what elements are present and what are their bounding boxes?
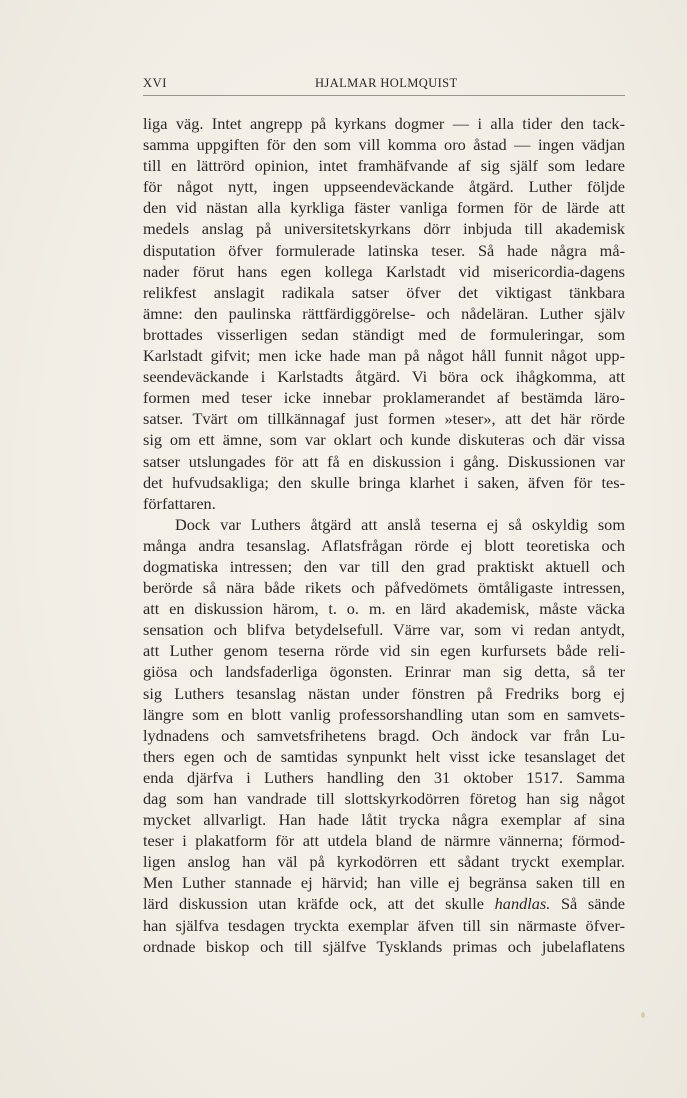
text-line: dogmatiska intressen; den var till den grad praktiskt aktuell och bbox=[143, 556, 625, 576]
line-segment: lärd diskussion utan kräfde ock, att det skulle bbox=[143, 894, 484, 914]
text-line: många andra tesanslag. Aflatsfrågan rörde ej blott teoretiska och bbox=[143, 535, 625, 555]
text-line: han själfva tesdagen tryckta exemplar äfven till sin närmaste öfver- bbox=[143, 915, 625, 935]
text-line: ligen anslog han väl på kyrkodörren ett sådant tryckt exemplar. bbox=[143, 852, 625, 872]
body-text bbox=[143, 113, 625, 957]
text-line: mycket allvarligt. Han hade låtit trycka några exemplar af sina bbox=[143, 810, 625, 830]
text-line: satser. Tvärt om tillkännagaf just formen »teser», att det här rörde bbox=[143, 409, 625, 429]
text-line: ordnade biskop och till själfve Tysklands primas och jubelaflatens bbox=[143, 936, 625, 956]
italic-word: handlas. bbox=[494, 894, 551, 914]
text-line: medels anslag på universitetskyrkans dörr inbjuda till akademisk bbox=[143, 219, 625, 239]
text-line: sensation och blifva betydelsefull. Värre var, som vi redan antydt, bbox=[143, 620, 625, 640]
text-line: det hufvudsakliga; den skulle bringa klarhet i saken, äfven för tes- bbox=[143, 472, 625, 492]
text-line: att Luther genom teserna rörde vid sin egen kurfursets både reli- bbox=[143, 641, 625, 661]
text-line: för något nytt, ingen uppseendeväckande åtgärd. Luther följde bbox=[143, 177, 625, 197]
paragraph-first-line: Dock var Luthers åtgärd att anslå teserna ej så oskyldig som bbox=[175, 514, 625, 534]
paragraph-end-line: författaren. bbox=[143, 493, 216, 513]
text-line: berörde så nära både rikets och påfvedömets ömtåligaste intressen, bbox=[143, 578, 625, 598]
running-header bbox=[143, 76, 625, 94]
line-segment: Så sände bbox=[550, 894, 625, 914]
text-line: giösa och landsfaderliga ögonsten. Erinrar man sig detta, så ter bbox=[143, 662, 625, 682]
text-line: till en lättrörd opinion, intet framhäfvande af sig själf som ledare bbox=[143, 156, 625, 176]
text-line: liga väg. Intet angrepp på kyrkans dogmer — i alla tider den tack- bbox=[143, 114, 625, 133]
text-line: ämne: den paulinska rättfärdiggörelse- och nådeläran. Luther själv bbox=[143, 303, 625, 323]
text-line: längre som en blott vanlig professorshandling utan som en samvets- bbox=[143, 704, 625, 724]
text-line: sig Luthers tesanslag nästan under fönstren på Fredriks borg ej bbox=[143, 683, 625, 703]
text-line: formen med teser icke innebar proklamerandet af bestämda läro- bbox=[143, 388, 625, 408]
text-line: satser utslungades för att få en diskussion i gång. Diskussionen var bbox=[143, 451, 625, 471]
text-line: samma uppgiften för den som vill komma oro åstad — ingen vädjan bbox=[143, 135, 625, 155]
text-line: relikfest anslagit radikala satser öfver det viktigast tänkbara bbox=[143, 282, 625, 302]
text-line: disputation öfver formulerade latinska teser. Så hade några må- bbox=[143, 240, 625, 260]
text-line: den vid nästan alla kyrkliga fäster vanliga formen för de lärde att bbox=[143, 198, 625, 218]
text-line: dag som han vandrade till slottskyrkodörren företog han sig något bbox=[143, 789, 625, 808]
paper-stain bbox=[641, 1012, 645, 1018]
header-rule bbox=[143, 95, 625, 96]
text-line: Karlstadt gifvit; men icke hade man på något håll funnit något upp- bbox=[143, 346, 625, 366]
text-line: thers egen och de samtidas synpunkt helt visst icke tesanslaget det bbox=[143, 746, 625, 766]
text-line: teser i plakatform för att utdela bland de närmre vännerna; förmod- bbox=[143, 831, 625, 851]
running-title: HJALMAR HOLMQUIST bbox=[315, 76, 458, 90]
text-line-with-italic bbox=[143, 893, 625, 914]
text-line: att en diskussion härom, t. o. m. en lärd akademisk, måste väcka bbox=[143, 599, 625, 619]
text-line: sig om ett ämne, som var oklart och kunde diskuteras och där vissa bbox=[143, 430, 625, 450]
text-line: Men Luther stannade ej härvid; han ville ej begränsa saken till en bbox=[143, 873, 625, 893]
page-number: XVI bbox=[143, 76, 168, 90]
text-line: brottades visserligen sedan ständigt med de formuleringar, som bbox=[143, 324, 625, 344]
text-line: seendeväckande i Karlstadts åtgärd. Vi böra ock ihågkomma, att bbox=[143, 367, 625, 387]
text-line: nader förut hans egen kollega Karlstadt vid misericordia-dagens bbox=[143, 261, 625, 281]
text-line: enda djärfva i Luthers handling den 31 oktober 1517. Samma bbox=[143, 767, 625, 787]
text-line: lydnadens och samvetsfrihetens bragd. Och ändock var från Lu- bbox=[143, 725, 625, 745]
